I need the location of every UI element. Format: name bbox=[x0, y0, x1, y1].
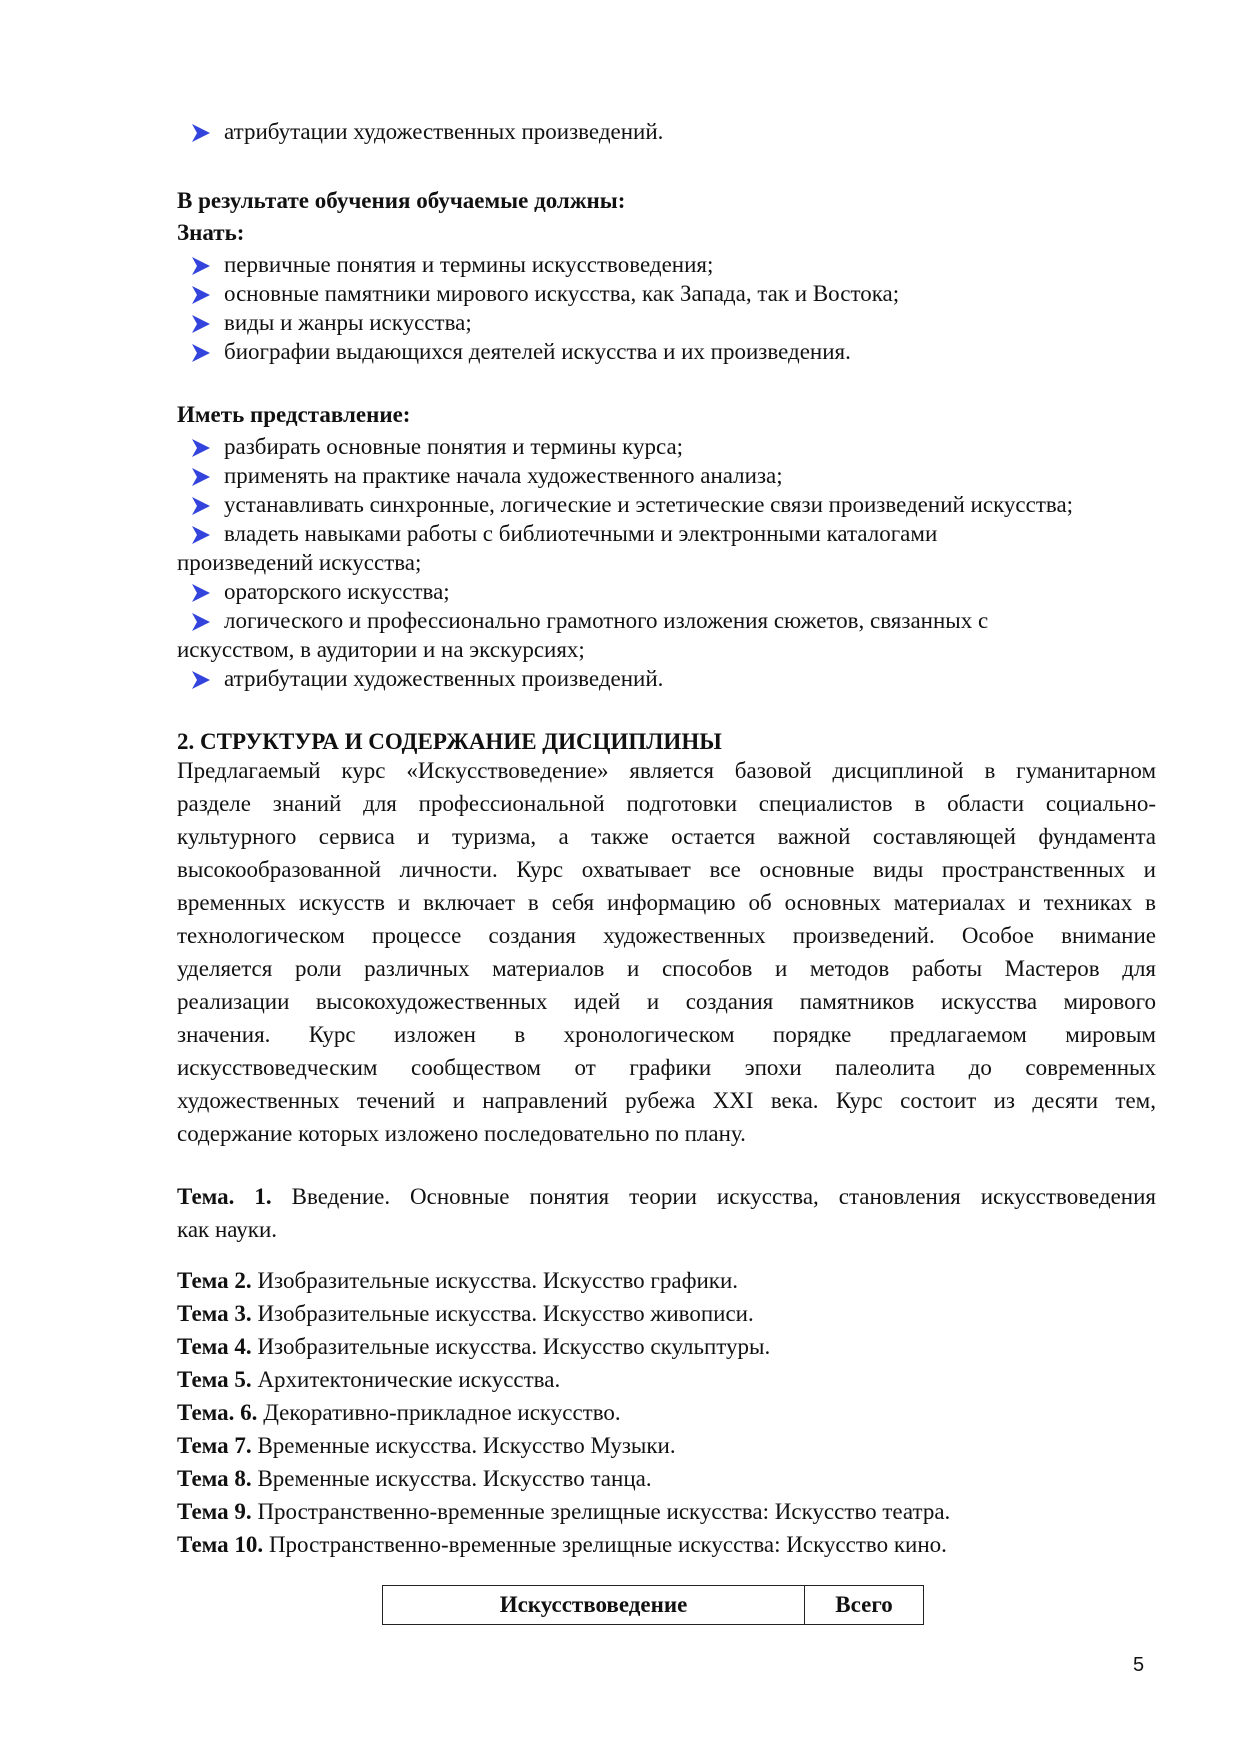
topic-7 bbox=[177, 1431, 676, 1460]
idea-item bbox=[190, 519, 937, 548]
topic-3 bbox=[177, 1299, 754, 1328]
paragraph-line: реализации высокохудожественных идей и создания памятников искусства мирового bbox=[177, 989, 1156, 1014]
idea-item bbox=[190, 461, 783, 490]
topic-text: Архитектонические искусства. bbox=[251, 1367, 561, 1392]
paragraph-line: временных искусств и включает в себя информацию об основных материалах и техниках в bbox=[177, 890, 1156, 915]
bullet-text: атрибутации художественных произведений. bbox=[224, 119, 664, 144]
idea-item bbox=[190, 606, 988, 635]
topic-9 bbox=[177, 1497, 950, 1526]
paragraph-line: художественных течений и направлений рубежа XXI века. Курс состоит из десяти тем, bbox=[177, 1088, 1156, 1113]
bullet-text: логического и профессионально грамотного изложения сюжетов, связанных с bbox=[224, 608, 989, 633]
bullet-text: применять на практике начала художественного анализа; bbox=[224, 463, 783, 488]
topic-label: Тема 8. bbox=[177, 1466, 252, 1491]
arrow-bullet-icon bbox=[190, 341, 212, 363]
topic-text: Временные искусства. Искусство Музыки. bbox=[251, 1433, 676, 1458]
arrow-bullet-icon bbox=[190, 121, 212, 143]
idea-item bbox=[190, 490, 1073, 519]
topic-text: Декоративно-прикладное искусство. bbox=[257, 1400, 621, 1425]
topic-text: Введение. Основные понятия теории искусства, становления искусствоведения bbox=[271, 1184, 1156, 1209]
topic-6 bbox=[177, 1398, 621, 1427]
topic-label: Тема 3. bbox=[177, 1301, 252, 1326]
arrow-bullet-icon bbox=[190, 494, 212, 516]
idea-item bbox=[190, 664, 663, 693]
table-row bbox=[383, 1586, 924, 1625]
paragraph-line: содержание которых изложено последовательно по плану. bbox=[177, 1121, 746, 1146]
arrow-bullet-icon bbox=[190, 254, 212, 276]
page-number: 5 bbox=[1133, 1654, 1145, 1676]
paragraph-line: разделе знаний для профессиональной подготовки специалистов в области социально- bbox=[177, 791, 1156, 816]
topic-label: Тема. 6. bbox=[177, 1400, 258, 1425]
topic-label: Тема 7. bbox=[177, 1433, 252, 1458]
topic-label: Тема. 1. bbox=[177, 1184, 272, 1209]
paragraph-line: значения. Курс изложен в хронологическом порядке предлагаемом мировым bbox=[177, 1022, 1156, 1047]
section-heading: 2. СТРУКТУРА И СОДЕРЖАНИЕ ДИСЦИПЛИНЫ bbox=[177, 729, 722, 754]
know-item bbox=[190, 279, 899, 308]
paragraph-line: Предлагаемый курс «Искусствоведение» является базовой дисциплиной в гуманитарном bbox=[177, 758, 1156, 783]
topic-continuation: как науки. bbox=[177, 1217, 278, 1242]
section-paragraph bbox=[177, 754, 1156, 1150]
arrow-bullet-icon bbox=[190, 312, 212, 334]
bullet-text: первичные понятия и термины искусствоведения; bbox=[224, 252, 714, 277]
topic-text: Изобразительные искусства. Искусство графики. bbox=[251, 1268, 739, 1293]
bullet-text: виды и жанры искусства; bbox=[224, 310, 472, 335]
idea-item bbox=[190, 432, 683, 461]
bullet-continuation: произведений искусства; bbox=[177, 550, 422, 575]
paragraph-line: культурного сервиса и туризма, а также остается важной составляющей фундамента bbox=[177, 824, 1156, 849]
topic-line bbox=[177, 1180, 1156, 1213]
paragraph-line: уделяется роли различных материалов и способов и методов работы Мастеров для bbox=[177, 956, 1156, 981]
arrow-bullet-icon bbox=[190, 610, 212, 632]
topic-8 bbox=[177, 1464, 652, 1493]
bullet-text: владеть навыками работы с библиотечными и электронными каталогами bbox=[224, 521, 938, 546]
idea-heading: Иметь представление: bbox=[177, 402, 411, 427]
table-header-discipline: Искусствоведение bbox=[383, 1586, 805, 1625]
bullet-text: биографии выдающихся деятелей искусства и их произведения. bbox=[224, 339, 851, 364]
arrow-bullet-icon bbox=[190, 283, 212, 305]
topic-label: Тема 4. bbox=[177, 1334, 252, 1359]
topic-text: Изобразительные искусства. Искусство скульптуры. bbox=[251, 1334, 771, 1359]
topic-1 bbox=[177, 1180, 1156, 1246]
result-heading: В результате обучения обучаемые должны: bbox=[177, 188, 626, 213]
table-header-total: Всего bbox=[805, 1586, 924, 1625]
know-item bbox=[190, 308, 472, 337]
bullet-text: разбирать основные понятия и термины курса; bbox=[224, 434, 684, 459]
course-table bbox=[382, 1585, 924, 1625]
paragraph-line: технологическом процессе создания художественных произведений. Особое внимание bbox=[177, 923, 1156, 948]
arrow-bullet-icon bbox=[190, 581, 212, 603]
arrow-bullet-icon bbox=[190, 668, 212, 690]
bullet-text: атрибутации художественных произведений. bbox=[224, 666, 664, 691]
paragraph-line: искусствоведческим сообществом от графики эпохи палеолита до современных bbox=[177, 1055, 1156, 1080]
topic-label: Тема 9. bbox=[177, 1499, 252, 1524]
topic-text: Временные искусства. Искусство танца. bbox=[251, 1466, 652, 1491]
topic-text: Пространственно-временные зрелищные искусства: Искусство кино. bbox=[263, 1532, 947, 1557]
arrow-bullet-icon bbox=[190, 523, 212, 545]
topic-text: Пространственно-временные зрелищные искусства: Искусство театра. bbox=[251, 1499, 951, 1524]
idea-item bbox=[190, 577, 450, 606]
bullet-text: основные памятники мирового искусства, как Запада, так и Востока; bbox=[224, 281, 900, 306]
topic-2 bbox=[177, 1266, 738, 1295]
topic-5 bbox=[177, 1365, 560, 1394]
bullet-continuation: искусством, в аудитории и на экскурсиях; bbox=[177, 637, 585, 662]
topic-10 bbox=[177, 1530, 947, 1559]
topic-4 bbox=[177, 1332, 770, 1361]
paragraph-line: высокообразованной личности. Курс охватывает все основные виды пространственных и bbox=[177, 857, 1156, 882]
bullet-item bbox=[190, 117, 663, 146]
topic-label: Тема 2. bbox=[177, 1268, 252, 1293]
bullet-text: устанавливать синхронные, логические и эстетические связи произведений искусства; bbox=[224, 492, 1074, 517]
know-item bbox=[190, 250, 713, 279]
arrow-bullet-icon bbox=[190, 465, 212, 487]
bullet-text: ораторского искусства; bbox=[224, 579, 450, 604]
know-item bbox=[190, 337, 851, 366]
topic-label: Тема 10. bbox=[177, 1532, 264, 1557]
topic-text: Изобразительные искусства. Искусство живописи. bbox=[251, 1301, 754, 1326]
topic-label: Тема 5. bbox=[177, 1367, 252, 1392]
know-heading: Знать: bbox=[177, 220, 245, 245]
arrow-bullet-icon bbox=[190, 436, 212, 458]
